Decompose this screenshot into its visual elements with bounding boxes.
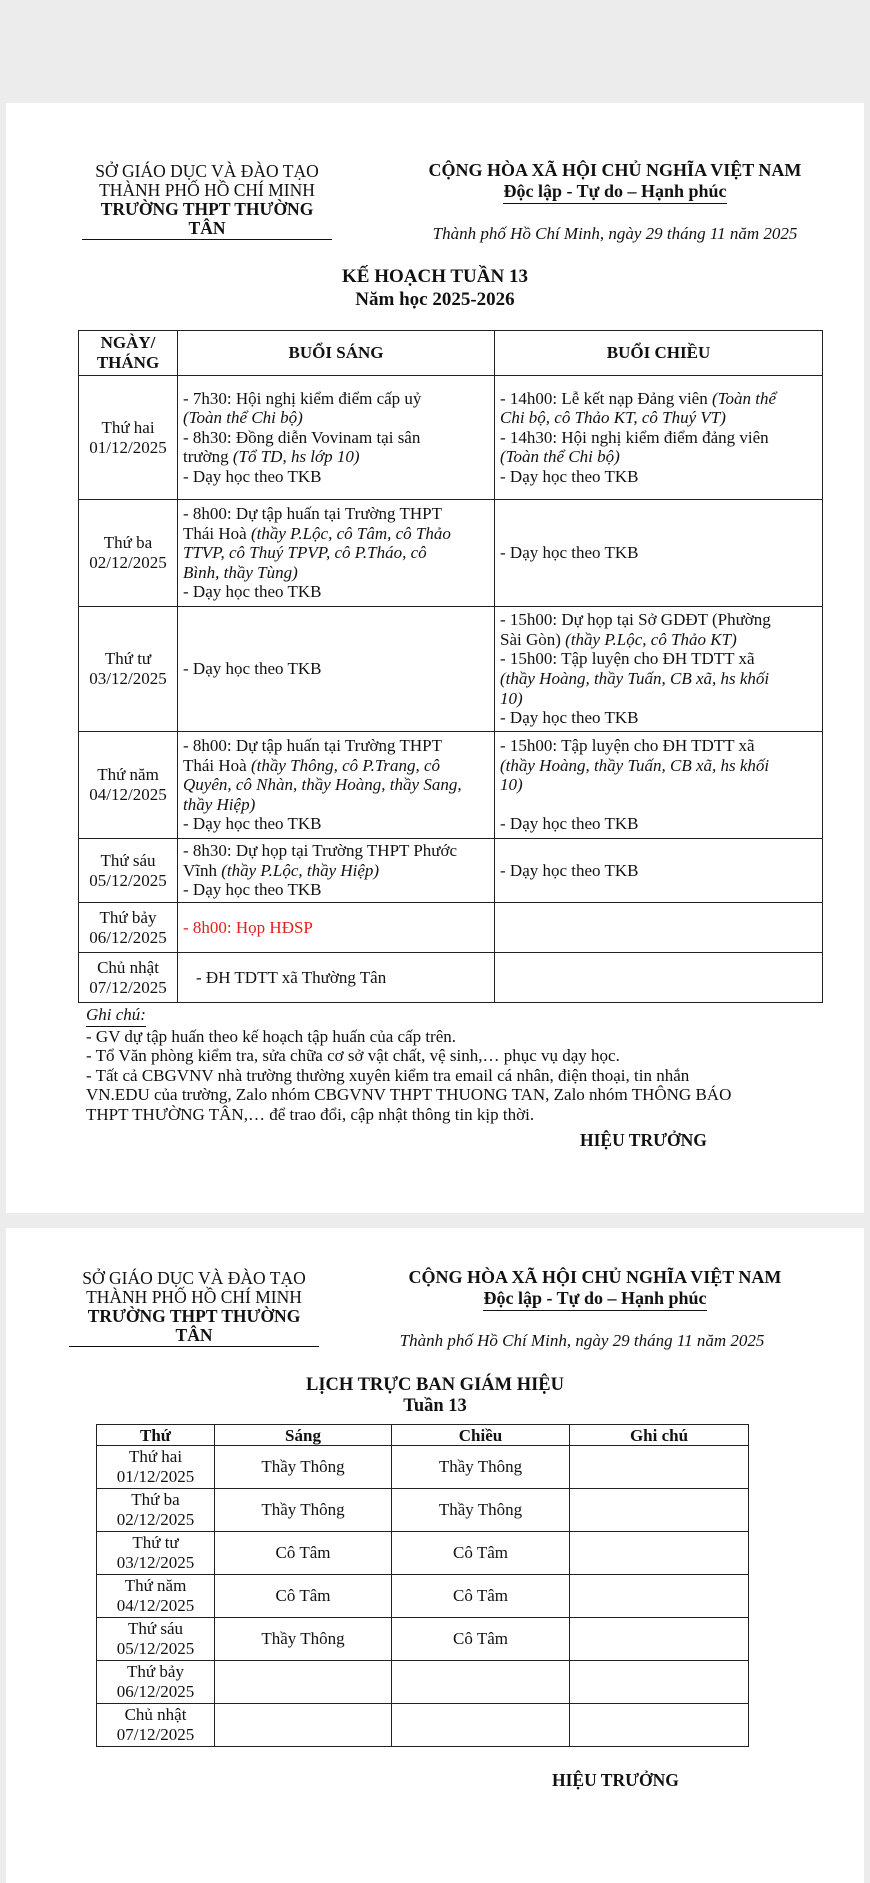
morning-cell xyxy=(178,903,495,953)
afternoon-duty-cell: Cô Tâm xyxy=(392,1532,570,1575)
table-row xyxy=(79,903,823,953)
weekly-plan-page xyxy=(6,103,864,1213)
day-cell: Thứ tư 03/12/2025 xyxy=(97,1532,215,1575)
day-cell: Thứ hai 01/12/2025 xyxy=(79,376,178,500)
afternoon-cell xyxy=(495,953,823,1003)
note-cell xyxy=(570,1661,749,1704)
afternoon-cell: - 14h00: Lễ kết nạp Đảng viên (Toàn thể Chi bộ, cô Thảo KT, cô Thuý VT) - 14h30: Hội nghị kiểm điểm đảng viên (Toàn thể Chi bộ) - Dạy học theo TKB xyxy=(495,376,823,500)
table-row xyxy=(97,1575,749,1618)
note-cell xyxy=(570,1532,749,1575)
plan-title: KẾ HOẠCH TUẦN 13 xyxy=(342,266,528,287)
morning-duty-cell: Thầy Thông xyxy=(215,1618,392,1661)
issuer-department: SỞ GIÁO DỤC VÀ ĐÀO TẠO xyxy=(95,161,319,181)
header-date: NGÀY/ THÁNG xyxy=(79,331,178,376)
plan-school-year: Năm học 2025-2026 xyxy=(355,289,515,310)
header-morning: Sáng xyxy=(215,1425,392,1446)
morning-duty-cell: Cô Tâm xyxy=(215,1575,392,1618)
afternoon-duty-cell: Thầy Thông xyxy=(392,1489,570,1532)
header-afternoon: BUỔI CHIỀU xyxy=(495,331,823,376)
header-morning: BUỔI SÁNG xyxy=(178,331,495,376)
morning-cell: - ĐH TDTT xã Thường Tân xyxy=(178,953,495,1003)
issuer-block xyxy=(69,1269,319,1347)
issue-date: Thành phố Hồ Chí Minh, ngày 29 tháng 11 năm 2025 xyxy=(432,224,798,243)
meeting-highlight: - 8h00: Họp HĐSP xyxy=(183,917,313,937)
day-cell: Chủ nhật 07/12/2025 xyxy=(79,953,178,1003)
table-row xyxy=(79,953,823,1003)
issue-date: Thành phố Hồ Chí Minh, ngày 29 tháng 11 năm 2025 xyxy=(399,1331,765,1350)
note-item: VN.EDU của trường, Zalo nhóm CBGVNV THPT THUONG TAN, Zalo nhóm THÔNG BÁO xyxy=(86,1085,732,1104)
note-item: - Tổ Văn phòng kiểm tra, sửa chữa cơ sở vật chất, vệ sinh,… phục vụ dạy học. xyxy=(86,1046,620,1065)
afternoon-cell: - 15h00: Dự họp tại Sở GDĐT (Phường Sài Gòn) (thầy P.Lộc, cô Thảo KT) - 15h00: Tập luyện cho ĐH TDTT xã (thầy Hoàng, thầy Tuấn, CB xã, hs khối 10) - Dạy học theo TKB xyxy=(495,607,823,732)
table-row xyxy=(97,1618,749,1661)
afternoon-cell: - Dạy học theo TKB xyxy=(495,839,823,903)
note-item: - GV dự tập huấn theo kế hoạch tập huấn của cấp trên. xyxy=(86,1026,457,1046)
note-cell xyxy=(570,1618,749,1661)
header-day: Thứ xyxy=(97,1425,215,1446)
morning-duty-cell: Cô Tâm xyxy=(215,1532,392,1575)
table-row xyxy=(97,1446,749,1489)
duty-roster-table xyxy=(96,1424,749,1747)
morning-duty-cell: Thầy Thông xyxy=(215,1446,392,1489)
notes-block xyxy=(86,1005,826,1124)
table-row xyxy=(97,1704,749,1747)
motto: Độc lập - Tự do – Hạnh phúc xyxy=(390,1288,800,1311)
table-row xyxy=(97,1489,749,1532)
header-note: Ghi chú xyxy=(570,1425,749,1446)
plan-title-block xyxy=(6,265,864,311)
afternoon-duty-cell xyxy=(392,1661,570,1704)
morning-duty-cell xyxy=(215,1661,392,1704)
issuer-school: TRƯỜNG THPT THƯỜNG TÂN xyxy=(69,1307,319,1347)
afternoon-cell xyxy=(495,903,823,953)
table-row xyxy=(79,839,823,903)
morning-cell: - 8h00: Dự tập huấn tại Trường THPT Thái Hoà (thầy P.Lộc, cô Tâm, cô Thảo TTVP, cô Thuý TPVP, cô P.Tháo, cô Bình, thầy Tùng) - Dạy học theo TKB xyxy=(178,500,495,607)
morning-duty-cell: Thầy Thông xyxy=(215,1489,392,1532)
notes-title: Ghi chú: xyxy=(86,1005,826,1027)
note-cell xyxy=(570,1489,749,1532)
day-cell: Thứ hai 01/12/2025 xyxy=(97,1446,215,1489)
morning-cell: - 8h00: Dự tập huấn tại Trường THPT Thái Hoà (thầy Thông, cô P.Trang, cô Quyên, cô Nhàn, thầy Hoàng, thầy Sang, thầy Hiệp) - Dạy học theo TKB xyxy=(178,732,495,839)
table-row xyxy=(97,1661,749,1704)
day-cell: Thứ năm 04/12/2025 xyxy=(97,1575,215,1618)
weekly-plan-table xyxy=(78,330,823,1003)
afternoon-cell: - Dạy học theo TKB xyxy=(495,500,823,607)
table-row xyxy=(79,376,823,500)
day-cell: Thứ tư 03/12/2025 xyxy=(79,607,178,732)
nation-name: CỘNG HÒA XÃ HỘI CHỦ NGHĨA VIỆT NAM xyxy=(408,1267,782,1287)
table-header-row xyxy=(79,331,823,376)
table-row xyxy=(97,1532,749,1575)
issuer-city: THÀNH PHỐ HỒ CHÍ MINH xyxy=(86,1287,302,1307)
duty-roster-page xyxy=(6,1228,864,1883)
afternoon-cell: - 15h00: Tập luyện cho ĐH TDTT xã (thầy Hoàng, thầy Tuấn, CB xã, hs khối 10) - Dạy học theo TKB xyxy=(495,732,823,839)
morning-duty-cell xyxy=(215,1704,392,1747)
day-cell: Thứ ba 02/12/2025 xyxy=(79,500,178,607)
national-motto-block xyxy=(390,1267,800,1311)
day-cell: Thứ ba 02/12/2025 xyxy=(97,1489,215,1532)
note-cell xyxy=(570,1704,749,1747)
duty-title-block xyxy=(6,1375,864,1417)
afternoon-duty-cell: Thầy Thông xyxy=(392,1446,570,1489)
morning-cell: - 8h30: Dự họp tại Trường THPT Phước Vĩnh (thầy P.Lộc, thầy Hiệp) - Dạy học theo TKB xyxy=(178,839,495,903)
issuer-department: SỞ GIÁO DỤC VÀ ĐÀO TẠO xyxy=(82,1268,306,1288)
motto: Độc lập - Tự do – Hạnh phúc xyxy=(410,181,820,204)
issuer-school: TRƯỜNG THPT THƯỜNG TÂN xyxy=(82,200,332,240)
day-cell: Thứ năm 04/12/2025 xyxy=(79,732,178,839)
day-cell: Thứ sáu 05/12/2025 xyxy=(97,1618,215,1661)
afternoon-duty-cell: Cô Tâm xyxy=(392,1618,570,1661)
duty-title: LỊCH TRỰC BAN GIÁM HIỆU xyxy=(306,1375,564,1395)
issuer-city: THÀNH PHỐ HỒ CHÍ MINH xyxy=(99,180,315,200)
afternoon-duty-cell: Cô Tâm xyxy=(392,1575,570,1618)
duty-week: Tuần 13 xyxy=(403,1396,467,1416)
principal-signature: HIỆU TRƯỞNG xyxy=(580,1130,707,1150)
note-cell xyxy=(570,1446,749,1489)
note-cell xyxy=(570,1575,749,1618)
issuer-block xyxy=(82,162,332,240)
principal-signature: HIỆU TRƯỞNG xyxy=(552,1770,679,1790)
table-row xyxy=(79,607,823,732)
day-cell: Thứ bảy 06/12/2025 xyxy=(79,903,178,953)
national-motto-block xyxy=(410,160,820,204)
nation-name: CỘNG HÒA XÃ HỘI CHỦ NGHĨA VIỆT NAM xyxy=(428,160,802,180)
day-cell: Thứ sáu 05/12/2025 xyxy=(79,839,178,903)
note-item: - Tất cả CBGVNV nhà trường thường xuyên kiểm tra email cá nhân, điện thoại, tin nhắn xyxy=(86,1065,690,1085)
morning-cell: - 7h30: Hội nghị kiểm điểm cấp uỷ (Toàn thể Chi bộ) - 8h30: Đồng diễn Vovinam tại sân trường (Tổ TD, hs lớp 10) - Dạy học theo TKB xyxy=(178,376,495,500)
table-header-row xyxy=(97,1425,749,1446)
table-row xyxy=(79,732,823,839)
table-row xyxy=(79,500,823,607)
day-cell: Chủ nhật 07/12/2025 xyxy=(97,1704,215,1747)
header-afternoon: Chiều xyxy=(392,1425,570,1446)
morning-cell: - Dạy học theo TKB xyxy=(178,607,495,732)
note-item: THPT THƯỜNG TÂN,… để trao đổi, cập nhật thông tin kịp thời. xyxy=(86,1104,535,1124)
afternoon-duty-cell xyxy=(392,1704,570,1747)
day-cell: Thứ bảy 06/12/2025 xyxy=(97,1661,215,1704)
